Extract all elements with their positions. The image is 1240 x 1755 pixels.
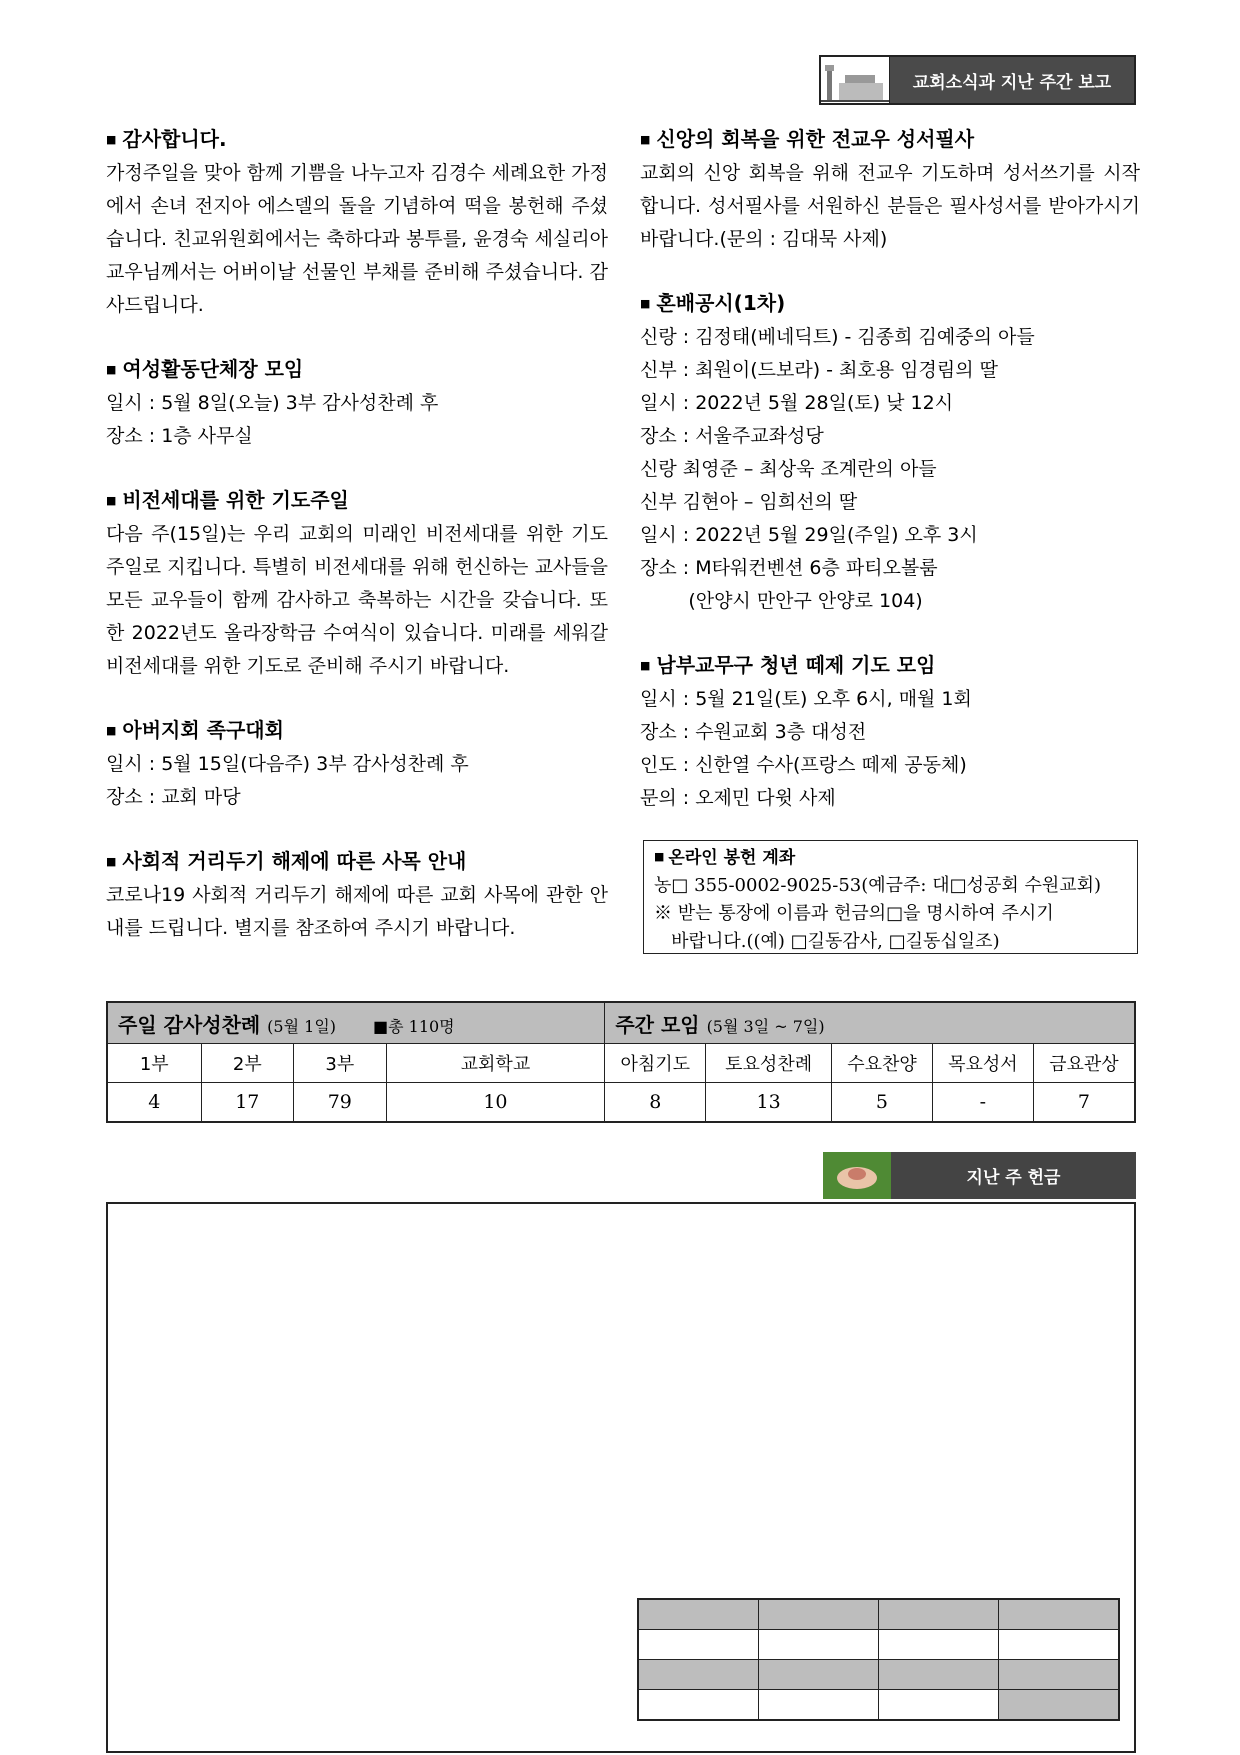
- notice-line: 신부 : 최원이(드보라) - 최호용 임경림의 딸: [640, 359, 998, 381]
- notice-line: 신랑 최영준 – 최상욱 조계란의 아들: [640, 458, 937, 480]
- account-note-example: 바랍니다.((예) □길동감사, □길동십일조): [654, 931, 1000, 952]
- notice-title: 아버지회 족구대회: [122, 718, 284, 742]
- table-header-cell: 아침기도: [605, 1044, 706, 1083]
- notice-title: 남부교무구 청년 떼제 기도 모임: [656, 653, 936, 677]
- notice-title: 비전세대를 위한 기도주일: [122, 488, 349, 512]
- notice-line: 일시 : 2022년 5월 29일(주일) 오후 3시: [640, 524, 978, 546]
- right-column: [640, 122, 1140, 845]
- account-note: ※ 받는 통장에 이름과 헌금의□을 명시하여 주시기: [654, 903, 1054, 924]
- section-header-title: 교회소식과 지난 주간 보고: [890, 57, 1134, 103]
- table-cell: 7: [1033, 1083, 1135, 1123]
- notice-bible-copying: ■ 신앙의 회복을 위한 전교우 성서필사 교회의 신앙 회복을 위해 전교우 기도하며 성서쓰기를 시작합니다. 성서필사를 서원하신 분들은 필사성서를 받아가시기 바랍니다.(문의 : 김대묵 사제): [640, 122, 1140, 256]
- online-offering-account-box: ■ 온라인 봉헌 계좌 농□ 355-0002-9025-53(예금주: 대□성공회 수원교회) ※ 받는 통장에 이름과 헌금의□을 명시하여 주시기 바랍니다.((예) □길동감사, □길동십일조): [643, 840, 1138, 954]
- notice-line: 일시 : 5월 21일(토) 오후 6시, 매월 1회: [640, 688, 972, 710]
- notice-distancing-guide: ■ 사회적 거리두기 해제에 따른 사목 안내 코로나19 사회적 거리두기 해제에 따른 교회 사목에 관한 안내를 드립니다. 별지를 참조하여 주시기 바랍니다.: [106, 844, 608, 945]
- notice-taize-prayer: ■ 남부교무구 청년 떼제 기도 모임 일시 : 5월 21일(토) 오후 6시, 매월 1회 장소 : 수원교회 3층 대성전 인도 : 신한열 수사(프랑스 떼제 공동체) 문의 : 오제민 다윗 사제: [640, 648, 1140, 815]
- table-cell: 4: [107, 1083, 201, 1123]
- notice-line: 장소 : 1층 사무실: [106, 425, 253, 447]
- notice-title: 여성활동단체장 모임: [122, 357, 304, 381]
- notice-line: 일시 : 5월 8일(오늘) 3부 감사성찬례 후: [106, 392, 439, 414]
- table-cell: 17: [201, 1083, 294, 1123]
- offering-summary-table: [637, 1598, 1120, 1721]
- notice-body: 교회의 신앙 회복을 위해 전교우 기도하며 성서쓰기를 시작합니다. 성서필사를 서원하신 분들은 필사성서를 받아가시기 바랍니다.(문의 : 김대묵 사제): [640, 162, 1140, 250]
- table-header-cell: 교회학교: [386, 1044, 605, 1083]
- table-header-cell: 토요성찬례: [706, 1044, 832, 1083]
- notice-title: 감사합니다.: [122, 127, 227, 151]
- notice-women-leaders: ■ 여성활동단체장 모임 일시 : 5월 8일(오늘) 3부 감사성찬례 후 장소 : 1층 사무실: [106, 352, 608, 453]
- notice-fathers-footvolley: ■ 아버지회 족구대회 일시 : 5월 15일(다음주) 3부 감사성찬례 후 장소 : 교회 마당: [106, 713, 608, 814]
- attendance-total: ■총 110명: [372, 1016, 455, 1036]
- attendance-values-row: [107, 1083, 1135, 1123]
- notice-line: 일시 : 5월 15일(다음주) 3부 감사성찬례 후: [106, 753, 469, 775]
- notice-line: 장소 : 교회 마당: [106, 786, 241, 808]
- left-column: [106, 122, 608, 975]
- notice-line: (안양시 만안구 안양로 104): [640, 590, 923, 612]
- notice-body: 다음 주(15일)는 우리 교회의 미래인 비전세대를 위한 기도주일로 지킵니다. 특별히 비전세대를 위해 헌신하는 교사들을 모든 교우들이 함께 감사하고 축복하는 시간을 갖습니다. 또한 2022년도 올라장학금 수여식이 있습니다. 미래를 세워갈 비전세대를 위한 기도로 준비해 주시기 바랍니다.: [106, 523, 608, 677]
- offering-header-badge: [823, 1152, 1136, 1199]
- notice-line: 신부 김현아 – 임희선의 딸: [640, 491, 858, 513]
- table-header-cell: 2부: [201, 1044, 294, 1083]
- table-header-cell: 3부: [294, 1044, 387, 1083]
- table-cell: -: [932, 1083, 1033, 1123]
- weekly-meeting-header: 주간 모임 (5월 3일 ~ 7일): [605, 1002, 1135, 1044]
- notice-line: 장소 : 수원교회 3층 대성전: [640, 721, 867, 743]
- notice-line: 장소 : M타워컨벤션 6층 파티오볼룸: [640, 557, 938, 579]
- notice-marriage-banns: ■ 혼배공시(1차) 신랑 : 김정태(베네딕트) - 김종희 김예중의 아들 신부 : 최원이(드보라) - 최호용 임경림의 딸 일시 : 2022년 5월 28일(토) 낮 12시 장소 : 서울주교좌성당 신랑 최영준 – 최상욱 조계란의 아들 신부 김현아 – 임희선의 딸 일시 : 2022년 5월 29일(주일) 오후 3시 장소 : M타워컨벤션 6층 파티오볼룸 (안양시 만안구 안양로 104): [640, 286, 1140, 618]
- notice-line: 문의 : 오제민 다윗 사제: [640, 787, 836, 809]
- notice-body: 가정주일을 맞아 함께 기쁨을 나누고자 김경수 세례요한 가정에서 손녀 전지아 에스델의 돌을 기념하여 떡을 봉헌해 주셨습니다. 친교위원회에서는 축하다과 봉투를, 윤경숙 세실리아 교우님께서는 어버이날 선물인 부채를 준비해 주셨습니다. 감사드립니다.: [106, 162, 608, 316]
- table-cell: 8: [605, 1083, 706, 1123]
- account-number: 농□ 355-0002-9025-53(예금주: 대□성공회 수원교회): [654, 875, 1102, 896]
- table-cell: 5: [832, 1083, 933, 1123]
- table-header-cell: 수요찬양: [832, 1044, 933, 1083]
- table-header-cell: 목요성서: [932, 1044, 1033, 1083]
- notice-line: 인도 : 신한열 수사(프랑스 떼제 공동체): [640, 754, 967, 776]
- hands-image: [823, 1152, 891, 1199]
- notice-title: 혼배공시(1차): [656, 291, 786, 315]
- table-cell: 13: [706, 1083, 832, 1123]
- table-cell: 10: [386, 1083, 605, 1123]
- notice-thanks: ■ 감사합니다. 가정주일을 맞아 함께 기쁨을 나누고자 김경수 세례요한 가정에서 손녀 전지아 에스델의 돌을 기념하여 떡을 봉헌해 주셨습니다. 친교위원회에서는 축하다과 봉투를, 윤경숙 세실리아 교우님께서는 어버이날 선물인 부채를 준비해 주셨습니다. 감사드립니다.: [106, 122, 608, 322]
- table-cell: 79: [294, 1083, 387, 1123]
- notice-title: 사회적 거리두기 해제에 따른 사목 안내: [122, 849, 467, 873]
- notice-line: 일시 : 2022년 5월 28일(토) 낮 12시: [640, 392, 954, 414]
- account-title: 온라인 봉헌 계좌: [668, 848, 796, 868]
- notice-title: 신앙의 회복을 위한 전교우 성서필사: [656, 127, 975, 151]
- notice-line: 신랑 : 김정태(베네딕트) - 김종희 김예중의 아들: [640, 326, 1035, 348]
- notice-body: 코로나19 사회적 거리두기 해제에 따른 교회 사목에 관한 안내를 드립니다. 별지를 참조하여 주시기 바랍니다.: [106, 884, 608, 939]
- offering-header-title: 지난 주 헌금: [891, 1152, 1136, 1199]
- sunday-eucharist-header: 주일 감사성찬례 (5월 1일) ■총 110명: [107, 1002, 605, 1044]
- table-header-cell: 1부: [107, 1044, 201, 1083]
- section-header-badge: [819, 55, 1136, 105]
- notice-vision-prayer: ■ 비전세대를 위한 기도주일 다음 주(15일)는 우리 교회의 미래인 비전세대를 위한 기도주일로 지킵니다. 특별히 비전세대를 위해 헌신하는 교사들을 모든 교우들이 함께 감사하고 축복하는 시간을 갖습니다. 또한 2022년도 올라장학금 수여식이 있습니다. 미래를 세워갈 비전세대를 위한 기도로 준비해 주시기 바랍니다.: [106, 483, 608, 683]
- attendance-header-row: [107, 1044, 1135, 1083]
- table-header-cell: 금요관상: [1033, 1044, 1135, 1083]
- attendance-table: [106, 1001, 1136, 1123]
- church-skyline-image: [821, 57, 890, 103]
- notice-line: 장소 : 서울주교좌성당: [640, 425, 824, 447]
